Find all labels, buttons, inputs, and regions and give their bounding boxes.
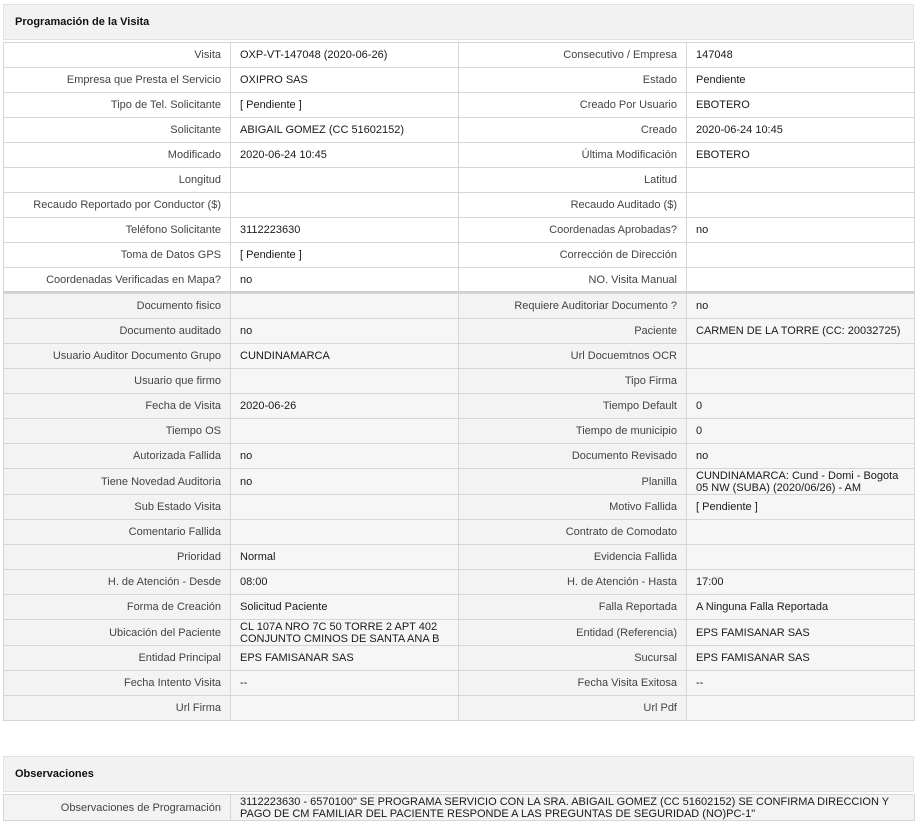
observaciones-table [3,794,915,821]
field-label: Documento Revisado [459,444,687,469]
field-value: EBOTERO [687,143,915,168]
field-value: 147048 [687,43,915,68]
field-value: ABIGAIL GOMEZ (CC 51602152) [231,118,459,143]
field-value: 3112223630 [231,218,459,243]
table-row [4,545,915,570]
table-row [4,520,915,545]
field-label: Usuario que firmo [4,369,231,394]
field-value [231,419,459,444]
field-value [687,243,915,268]
field-label: Última Modificación [459,143,687,168]
field-label: Sucursal [459,646,687,671]
table-row [4,646,915,671]
field-label: Entidad (Referencia) [459,620,687,646]
field-value [687,369,915,394]
observaciones-label: Observaciones de Programación [4,795,231,821]
table-row [4,319,915,344]
field-label: Planilla [459,469,687,495]
field-label: Url Pdf [459,696,687,721]
field-value: [ Pendiente ] [231,243,459,268]
field-value: CUNDINAMARCA [231,344,459,369]
table-row [4,294,915,319]
field-label: Entidad Principal [4,646,231,671]
field-label: Prioridad [4,545,231,570]
field-value [687,168,915,193]
table-row [4,696,915,721]
table-row [4,218,915,243]
field-value: Normal [231,545,459,570]
field-value [231,193,459,218]
field-value: CUNDINAMARCA: Cund - Domi - Bogota 05 NW (SUBA) (2020/06/26) - AM [687,469,915,495]
field-value: 2020-06-26 [231,394,459,419]
field-label: Sub Estado Visita [4,495,231,520]
field-value [687,268,915,293]
field-label: Contrato de Comodato [459,520,687,545]
table-row [4,444,915,469]
field-value [231,520,459,545]
field-label: Tiempo de municipio [459,419,687,444]
field-label: Evidencia Fallida [459,545,687,570]
field-value: [ Pendiente ] [687,495,915,520]
field-label: Requiere Auditoriar Documento ? [459,294,687,319]
table-row [4,469,915,495]
table-row [4,118,915,143]
field-value [231,294,459,319]
field-label: Comentario Fallida [4,520,231,545]
field-label: Usuario Auditor Documento Grupo [4,344,231,369]
field-value [231,495,459,520]
field-label: Tiene Novedad Auditoria [4,469,231,495]
field-value: no [687,218,915,243]
field-value: 0 [687,419,915,444]
table-row [4,394,915,419]
field-value: no [231,268,459,293]
field-value: 2020-06-24 10:45 [687,118,915,143]
field-label: Modificado [4,143,231,168]
field-label: Empresa que Presta el Servicio [4,68,231,93]
field-value: CARMEN DE LA TORRE (CC: 20032725) [687,319,915,344]
field-label: Autorizada Fallida [4,444,231,469]
field-value: 08:00 [231,570,459,595]
field-value: -- [231,671,459,696]
field-label: Estado [459,68,687,93]
table-row [4,419,915,444]
field-value: no [687,294,915,319]
field-label: Ubicación del Paciente [4,620,231,646]
field-label: Coordenadas Verificadas en Mapa? [4,268,231,293]
field-label: Toma de Datos GPS [4,243,231,268]
field-value: EPS FAMISANAR SAS [687,620,915,646]
table-row [4,595,915,620]
table-row [4,68,915,93]
table-row [4,671,915,696]
field-label: Recaudo Auditado ($) [459,193,687,218]
field-label: Motivo Fallida [459,495,687,520]
field-value: -- [687,671,915,696]
field-label: Coordenadas Aprobadas? [459,218,687,243]
field-value: OXP-VT-147048 (2020-06-26) [231,43,459,68]
field-value: 0 [687,394,915,419]
field-value: 2020-06-24 10:45 [231,143,459,168]
table-row [4,369,915,394]
field-label: Fecha de Visita [4,394,231,419]
field-label: H. de Atención - Desde [4,570,231,595]
programacion-header [3,4,914,40]
table-row [4,243,915,268]
field-value: 17:00 [687,570,915,595]
table-row [4,43,915,68]
table-row [4,344,915,369]
field-label: Teléfono Solicitante [4,218,231,243]
observaciones-value: 3112223630 - 6570100" SE PROGRAMA SERVICIO CON LA SRA. ABIGAIL GOMEZ (CC 51602152) SE CONFIRMA DIRECCION Y PAGO DE CM FAMILIAR DEL PACIENTE RESPONDE A LAS PREGUNTAS DE SEGURIDAD (NO)PC-1" [231,795,915,821]
field-label: Fecha Visita Exitosa [459,671,687,696]
table-row [4,570,915,595]
detalles-table [3,293,915,721]
field-value: OXIPRO SAS [231,68,459,93]
field-value: no [231,444,459,469]
field-value: no [231,469,459,495]
field-label: Consecutivo / Empresa [459,43,687,68]
table-row [4,620,915,646]
table-row [4,193,915,218]
table-row [4,93,915,118]
field-value: no [231,319,459,344]
programacion-table [3,42,915,293]
field-label: H. de Atención - Hasta [459,570,687,595]
section-title-observaciones: Observaciones [15,768,94,780]
field-value: EPS FAMISANAR SAS [687,646,915,671]
field-value: A Ninguna Falla Reportada [687,595,915,620]
field-label: Longitud [4,168,231,193]
field-label: Tiempo OS [4,419,231,444]
field-value [687,520,915,545]
observaciones-header [3,756,914,792]
field-label: Creado Por Usuario [459,93,687,118]
field-value [231,168,459,193]
field-label: Tipo Firma [459,369,687,394]
field-value: no [687,444,915,469]
field-value: EPS FAMISANAR SAS [231,646,459,671]
field-label: Forma de Creación [4,595,231,620]
field-value [687,193,915,218]
field-label: Corrección de Dirección [459,243,687,268]
field-value [687,344,915,369]
field-label: Tipo de Tel. Solicitante [4,93,231,118]
field-value [687,545,915,570]
field-label: Url Docuemtnos OCR [459,344,687,369]
field-label: Solicitante [4,118,231,143]
field-label: Fecha Intento Visita [4,671,231,696]
field-label: Paciente [459,319,687,344]
field-label: Visita [4,43,231,68]
field-value: Solicitud Paciente [231,595,459,620]
field-label: Falla Reportada [459,595,687,620]
field-value: Pendiente [687,68,915,93]
field-label: Url Firma [4,696,231,721]
field-value [687,696,915,721]
field-label: Latitud [459,168,687,193]
table-row [4,143,915,168]
table-row [4,495,915,520]
field-label: NO. Visita Manual [459,268,687,293]
field-value: CL 107A NRO 7C 50 TORRE 2 APT 402 CONJUNTO CMINOS DE SANTA ANA B [231,620,459,646]
table-row [4,168,915,193]
table-row [4,268,915,293]
field-label: Documento fisico [4,294,231,319]
field-value: EBOTERO [687,93,915,118]
field-label: Recaudo Reportado por Conductor ($) [4,193,231,218]
field-value [231,696,459,721]
section-title-programacion: Programación de la Visita [15,16,150,28]
field-value [231,369,459,394]
field-label: Tiempo Default [459,394,687,419]
field-label: Creado [459,118,687,143]
field-label: Documento auditado [4,319,231,344]
field-value: [ Pendiente ] [231,93,459,118]
